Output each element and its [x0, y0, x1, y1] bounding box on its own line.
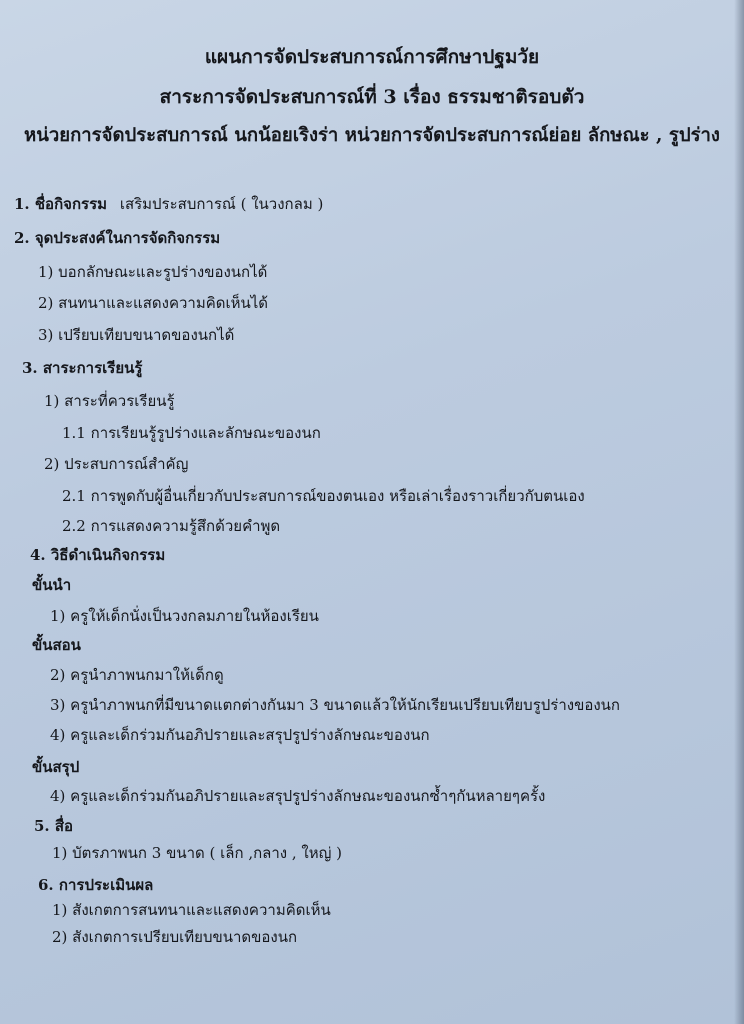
procedure-teach-label: ขั้นสอน	[32, 636, 81, 654]
procedure-step: 2) ครูนำภาพนกมาให้เด็กดู	[50, 666, 224, 684]
procedure-step: 3) ครูนำภาพนกที่มีขนาดแตกต่างกันมา 3 ขนาดแล้วให้นักเรียนเปรียบเทียบรูปร่างของนก	[50, 696, 620, 714]
content-heading: 3. สาระการเรียนรู้	[22, 359, 143, 377]
page-edge-shadow	[734, 0, 744, 1024]
evaluation-heading: 6. การประเมินผล	[38, 876, 154, 894]
procedure-step: 1) ครูให้เด็กนั่งเป็นวงกลมภายในห้องเรียน	[50, 607, 319, 625]
procedure-heading: 4. วิธีดำเนินกิจกรรม	[30, 546, 166, 564]
content-sub-heading: 1) สาระที่ควรเรียนรู้	[44, 392, 175, 410]
document-subtitle: สาระการจัดประสบการณ์ที่ 3 เรื่อง ธรรมชาติรอบตัว	[159, 86, 585, 108]
media-heading: 5. สื่อ	[34, 817, 74, 835]
content-sub-item: 2.1 การพูดกับผู้อื่นเกี่ยวกับประสบการณ์ของตนเอง หรือเล่าเรื่องราวเกี่ยวกับตนเอง	[62, 487, 585, 505]
activity-label: 1. ชื่อกิจกรรม	[14, 195, 108, 213]
procedure-intro-label: ขั้นนำ	[32, 576, 72, 594]
objectives-heading: 2. จุดประสงค์ในการจัดกิจกรรม	[14, 229, 221, 247]
objective-item: 1) บอกลักษณะและรูปร่างของนกได้	[38, 263, 268, 281]
document-title: แผนการจัดประสบการณ์การศึกษาปฐมวัย	[204, 46, 540, 68]
activity-line	[14, 192, 323, 216]
activity-value: เสริมประสบการณ์ ( ในวงกลม )	[119, 195, 324, 213]
media-item: 1) บัตรภาพนก 3 ขนาด ( เล็ก ,กลาง , ใหญ่ )	[52, 844, 343, 862]
procedure-step: 4) ครูและเด็กร่วมกันอภิปรายและสรุปรูปร่างลักษณะของนก	[50, 726, 430, 744]
objective-item: 2) สนทนาและแสดงความคิดเห็นได้	[38, 294, 269, 312]
content-sub-item: 1.1 การเรียนรู้รูปร่างและลักษณะของนก	[62, 424, 321, 442]
evaluation-item: 1) สังเกตการสนทนาและแสดงความคิดเห็น	[52, 901, 331, 919]
objective-item: 3) เปรียบเทียบขนาดของนกได้	[38, 326, 235, 344]
procedure-step: 4) ครูและเด็กร่วมกันอภิปรายและสรุปรูปร่างลักษณะของนกซ้ำๆกันหลายๆครั้ง	[50, 787, 546, 805]
document-unit-line: หน่วยการจัดประสบการณ์ นกน้อยเริงร่า หน่วยการจัดประสบการณ์ย่อย ลักษณะ , รูปร่าง	[24, 125, 720, 146]
content-sub-item: 2.2 การแสดงความรู้สึกด้วยคำพูด	[62, 517, 281, 535]
procedure-conclude-label: ขั้นสรุป	[32, 758, 80, 776]
content-sub-heading: 2) ประสบการณ์สำคัญ	[44, 455, 189, 473]
evaluation-item: 2) สังเกตการเปรียบเทียบขนาดของนก	[52, 928, 298, 946]
